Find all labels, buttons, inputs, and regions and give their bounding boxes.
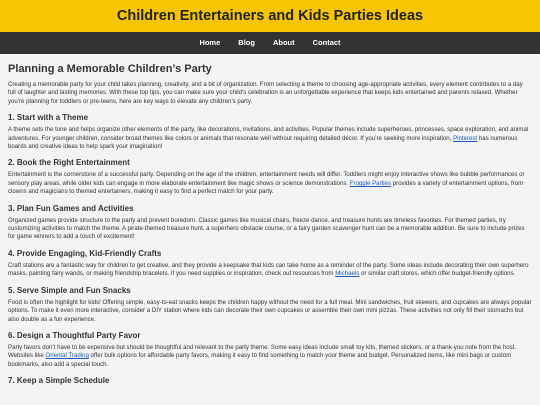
section-heading-entertainment: 2. Book the Right Entertainment	[8, 158, 130, 168]
section-text-entertainment-b: provides a variety of entertainment options, from clowns and magicians to themed entertainers, making it easy to find a perfect match for your party.	[8, 179, 524, 196]
oriental-trading-link[interactable]: Oriental Trading	[45, 352, 89, 360]
section-heading-games: 3. Plan Fun Games and Activities	[8, 203, 134, 213]
nav-contact[interactable]: Contact	[312, 38, 341, 47]
section-text-theme-a: A theme sets the tone and helps organize other elements of the party, like decorations, invitations, and activities. Popular themes include superheroes, princesses, space exploration, and animal adventures. For younger children, consider broad themes like colors or animals that resonate well without requiring detailed décor. If you’re seeking more inspiration,	[8, 126, 529, 142]
nav-about[interactable]: About	[272, 38, 295, 47]
section-text-snacks: Food is often the highlight for kids! Offering simple, easy-to-eat snacks keeps the children happy without the need for a full meal. Mini sandwiches, fruit skewers, and cupcakes are always popular options. To make it even more interactive, consider a DIY station where kids can decorate their own cupcakes or assemble their own mini pizzas. These activities not only fill their stomachs but also double as a fun experience.	[8, 298, 532, 323]
section-text-entertainment	[8, 171, 532, 196]
michaels-link[interactable]: Michaels	[335, 270, 360, 278]
section-text-favor	[8, 344, 532, 369]
section-text-crafts-b: or similar craft stores, which offer budget-friendly options.	[359, 270, 516, 278]
section-text-games: Organized games provide structure to the party and prevent boredom. Classic games like musical chairs, freeze dance, and treasure hunts are timeless favorites. For themed parties, try customizing activities to match the theme. A pirate-themed treasure hunt, a superhero obstacle course, or a fairy garden scavenger hunt can be a memorable addition. Be sure to include prizes for game winners to add a touch of excitement!	[8, 216, 525, 241]
section-heading-favor: 6. Design a Thoughtful Party Favor	[8, 330, 141, 340]
site-title: Children Entertainers and Kids Parties Ideas	[116, 8, 424, 24]
section-text-crafts	[8, 262, 532, 279]
froggle-parties-link[interactable]: Froggle Parties	[349, 179, 392, 187]
article	[0, 54, 540, 385]
main-nav	[0, 32, 540, 54]
section-text-favor-a: Party favors don’t have to be expensive but should be thoughtful and relevant to the party theme. Some easy ideas include small toy kits, themed stickers, or a thank-you note from the host. Websites like	[8, 343, 517, 360]
section-text-theme	[8, 126, 532, 151]
article-title: Planning a Memorable Children’s Party	[8, 63, 212, 75]
section-heading-snacks: 5. Serve Simple and Fun Snacks	[8, 285, 131, 295]
nav-home[interactable]: Home	[199, 38, 221, 47]
section-text-theme-b: has numerous boards and creative ideas to help spark your imagination!	[8, 134, 518, 151]
section-text-crafts-a: Craft stations are a fantastic way for children to get creative, and they provide a keepsake that kids can take home as a reminder of the party. Some ideas include decorating their own superhero masks, painting fairy wands, or making friendship bracelets. If you need supplies or inspiration, check out resources from	[8, 261, 529, 278]
site-header	[0, 0, 540, 32]
section-heading-theme: 1. Start with a Theme	[8, 113, 89, 123]
article-intro: Creating a memorable party for your child takes planning, creativity, and a bit of organization. From selecting a theme to choosing age-appropriate activities, every element contributes to a day full of laughter and lasting memories. With these top tips, you can make sure your child's celebration is an unforgettable experience that keeps kids entertained and parents relaxed. Whether you're planning for toddlers or pre-teens, here are key ways to elevate any children’s party.	[8, 81, 523, 105]
section-text-favor-b: offer bulk options for affordable party favors, making it easy to find something to match your theme and budget. Personalized items, like mini bags or custom bookmarks, also add a special touch.	[8, 352, 512, 368]
section-text-entertainment-a: Entertainment is the cornerstone of a successful party. Depending on the age of the children, entertainment needs will differ. Toddlers might enjoy interactive shows like bubble performances or sensory play areas, while older kids can engage in more elaborate entertainment like magic shows or science demonstrations.	[8, 171, 525, 187]
section-heading-schedule: 7. Keep a Simple Schedule	[8, 376, 110, 386]
pinterest-link[interactable]: Pinterest	[453, 134, 478, 142]
nav-blog[interactable]: Blog	[238, 38, 255, 47]
section-heading-crafts: 4. Provide Engaging, Kid-Friendly Crafts	[8, 248, 162, 258]
